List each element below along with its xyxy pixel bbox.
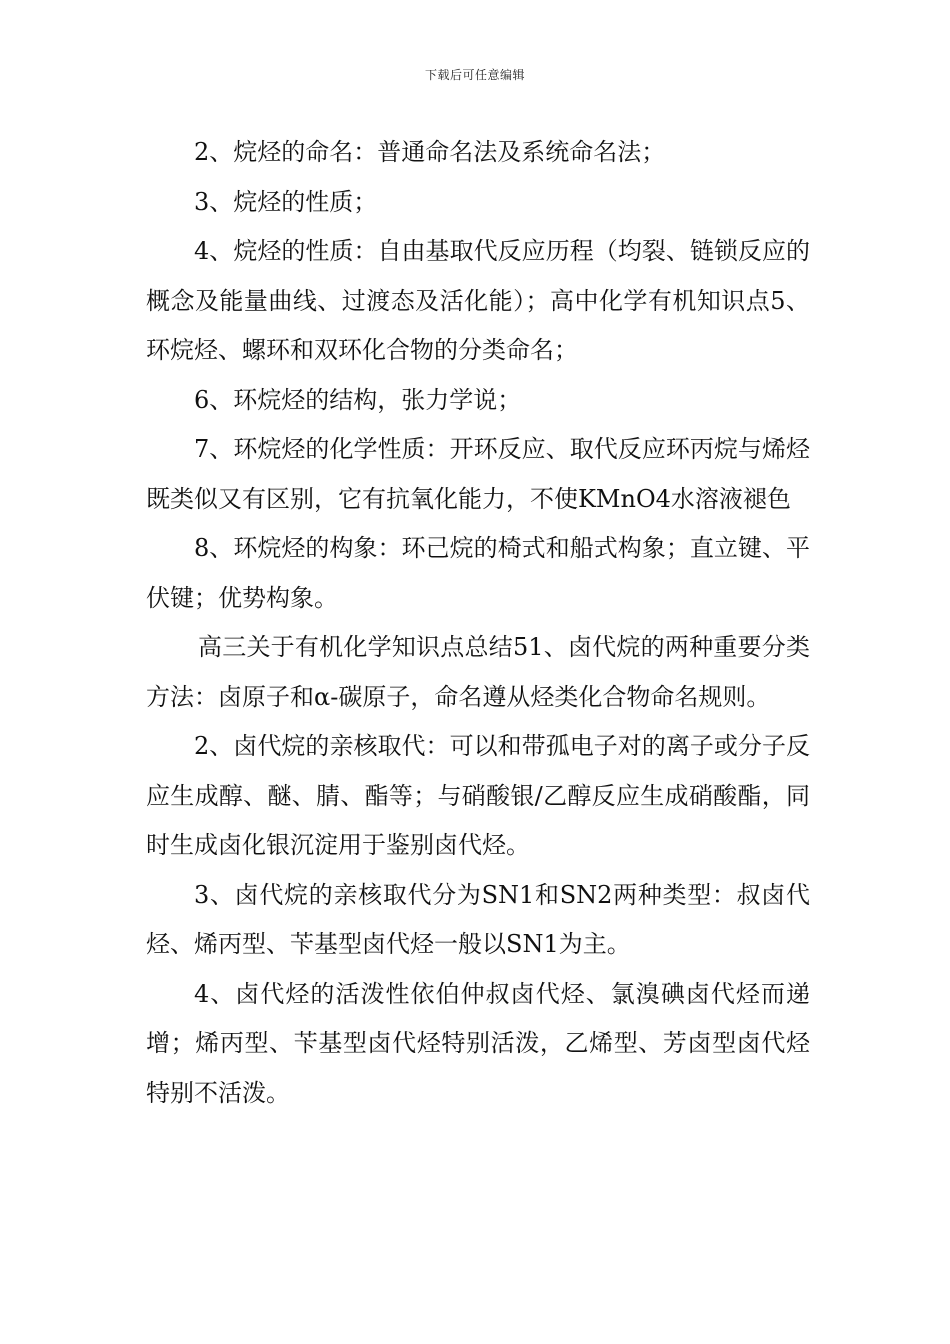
- paragraph-cycloalkane-conformation: 8、环烷烃的构象：环己烷的椅式和船式构象；直立键、平伏键；优势构象。: [146, 534, 810, 612]
- paragraph-cycloalkane-chemistry: 7、环烷烃的化学性质：开环反应、取代反应环丙烷与烯烃既类似又有区别，它有抗氧化能力，不使KMnO4水溶液褪色: [146, 435, 810, 513]
- paragraph-free-radical-substitution: 4、烷烃的性质：自由基取代反应历程（均裂、链锁反应的概念及能量曲线、过渡态及活化能）；高中化学有机知识点5、环烷烃、螺环和双环化合物的分类命名；: [146, 237, 810, 364]
- paragraph-cycloalkane-structure: 6、环烷烃的结构，张力学说；: [194, 385, 522, 414]
- paragraph-haloalkane-classification: 高三关于有机化学知识点总结51、卤代烷的两种重要分类方法：卤原子和α-碳原子，命名遵从烃类化合物命名规则。: [146, 633, 810, 711]
- paragraph-sn1-sn2: 3、卤代烷的亲核取代分为SN1和SN2两种类型：叔卤代烃、烯丙型、苄基型卤代烃一般以SN1为主。: [146, 880, 810, 958]
- paragraph-nucleophilic-substitution: 2、卤代烷的亲核取代：可以和带孤电子对的离子或分子反应生成醇、醚、腈、酯等；与硝酸银/乙醇反应生成硝酸酯，同时生成卤化银沉淀用于鉴别卤代烃。: [146, 732, 810, 859]
- paragraph-alkane-properties: 3、烷烃的性质；: [194, 187, 378, 216]
- paragraph-alkane-naming: 2、烷烃的命名：普通命名法及系统命名法；: [194, 138, 666, 166]
- page-header: 下载后可任意编辑: [424, 68, 525, 82]
- paragraph-haloalkane-reactivity: 4、卤代烃的活泼性依伯仲叔卤代烃、氯溴碘卤代烃而递增；烯丙型、苄基型卤代烃特别活泼，乙烯型、芳卤型卤代烃特别不活泼。: [146, 979, 810, 1107]
- document-body: [146, 128, 810, 1118]
